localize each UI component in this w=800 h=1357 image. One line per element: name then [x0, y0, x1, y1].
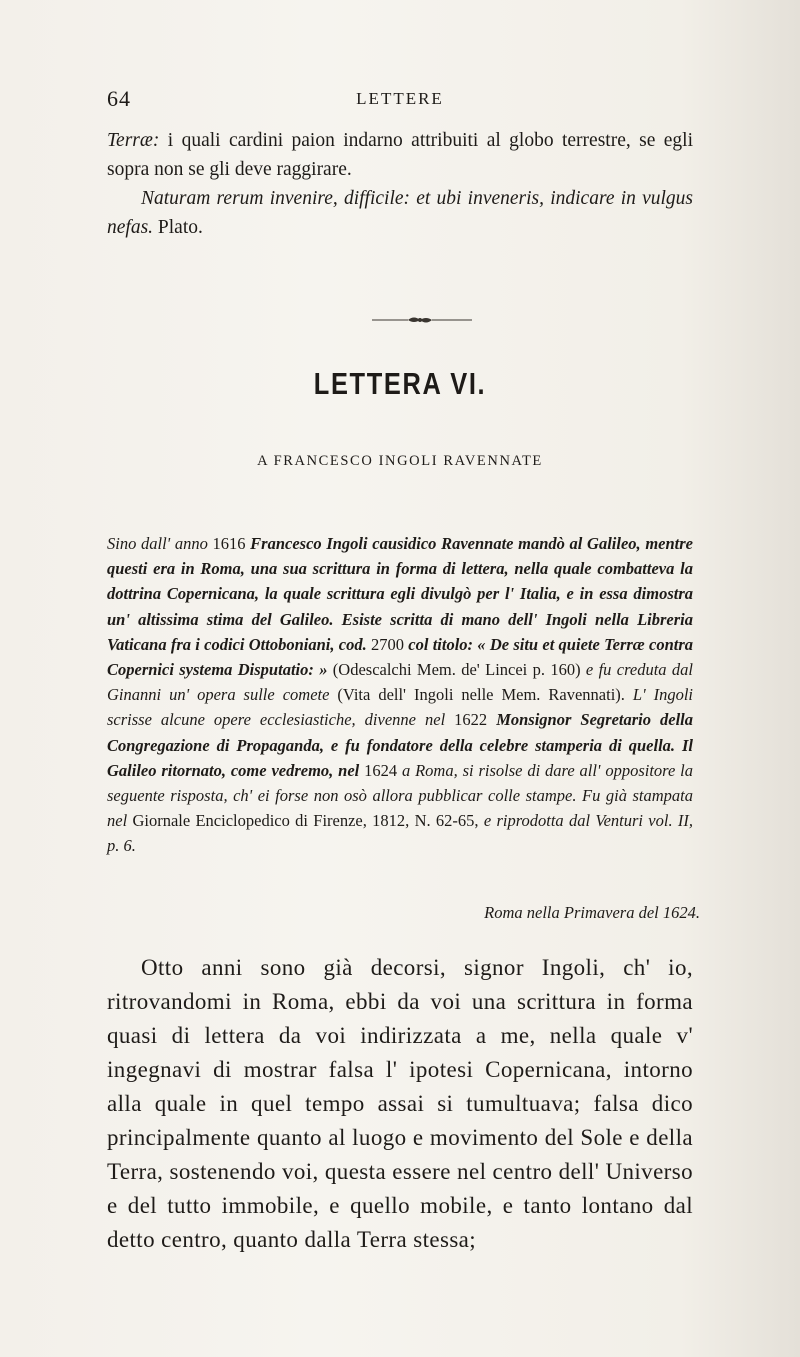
ornament-divider [372, 314, 472, 326]
editorial-introduction: Sino dall' anno 1616 Francesco Ingoli causidico Ravennate mandò al Galileo, mentre questi era in Roma, una sua scrittura in forma di lettera, nella quale combatteva la dottrina Copernicana, la quale scrittura egli divulgò per l' Italia, e in essa dimostra un' altissima stima del Galileo. Esiste scritta di mano dell' Ingoli nella Libreria Vaticana fra i codici Ottoboniani, cod. 2700 col titolo: « De situ et quiete Terræ contra Copernici systema Disputatio: » (Odescalchi Mem. de' Lincei p. 160) e fu creduta dal Ginanni un' opera sulle comete (Vita dell' Ingoli nelle Mem. Ravennati). L' Ingoli scrisse alcune opere ecclesiastiche, divenne nel 1622 Monsignor Segretario della Congregazione di Propaganda, e fu fondatore della celebre stamperia di quella. Il Galileo ritornato, come vedremo, nel 1624 a Roma, si risolse di dare all' oppositore la seguente risposta, ch' ei forse non osò allora pubblicar colle stampe. Fu già stampata nel Giornale Enciclopedico di Firenze, 1812, N. 62-65, e riprodotta dal Venturi vol. II, p. 6. [107, 534, 694, 856]
letter-body-paragraph: Otto anni sono già decorsi, signor Ingoli, ch' io, ritrovandomi in Roma, ebbi da voi una scrittura in forma quasi di lettera da voi indirizzata a me, nella quale v' ingegnavi di mostrar falsa l' ipotesi Copernicana, intorno alla quale in quel tempo assai si tumultuava; falsa dico principalmente quanto al luogo e movimento del Sole e della Terra, sostenendo voi, questa essere nel centro dell' Universo e del tutto immobile, e quello mobile, e tanto lontano dal detto centro, quanto dalla Terra stessa; [107, 955, 693, 1252]
quote-author: Plato. [153, 217, 203, 238]
page-header [107, 86, 693, 116]
letter-title: LETTERA VI. [313, 366, 487, 401]
letter-body [107, 951, 693, 1257]
top-paragraph-text: i quali cardini paion indarno attribuiti al globo terrestre, se egli sopra non se gli deve raggirare. [107, 130, 693, 180]
page-number: 64 [107, 86, 131, 111]
running-head: LETTERE [356, 89, 444, 108]
letter-dateline: Roma nella Primavera del 1624. [484, 903, 700, 922]
letter-addressee: A FRANCESCO INGOLI RAVENNATE [257, 453, 543, 469]
top-latin-word: Terræ: [107, 130, 160, 151]
latin-quote: Naturam rerum invenire, difficile: et ubi inveneris, indicare in vulgus nefas. [107, 188, 693, 238]
top-paragraph [107, 126, 693, 242]
